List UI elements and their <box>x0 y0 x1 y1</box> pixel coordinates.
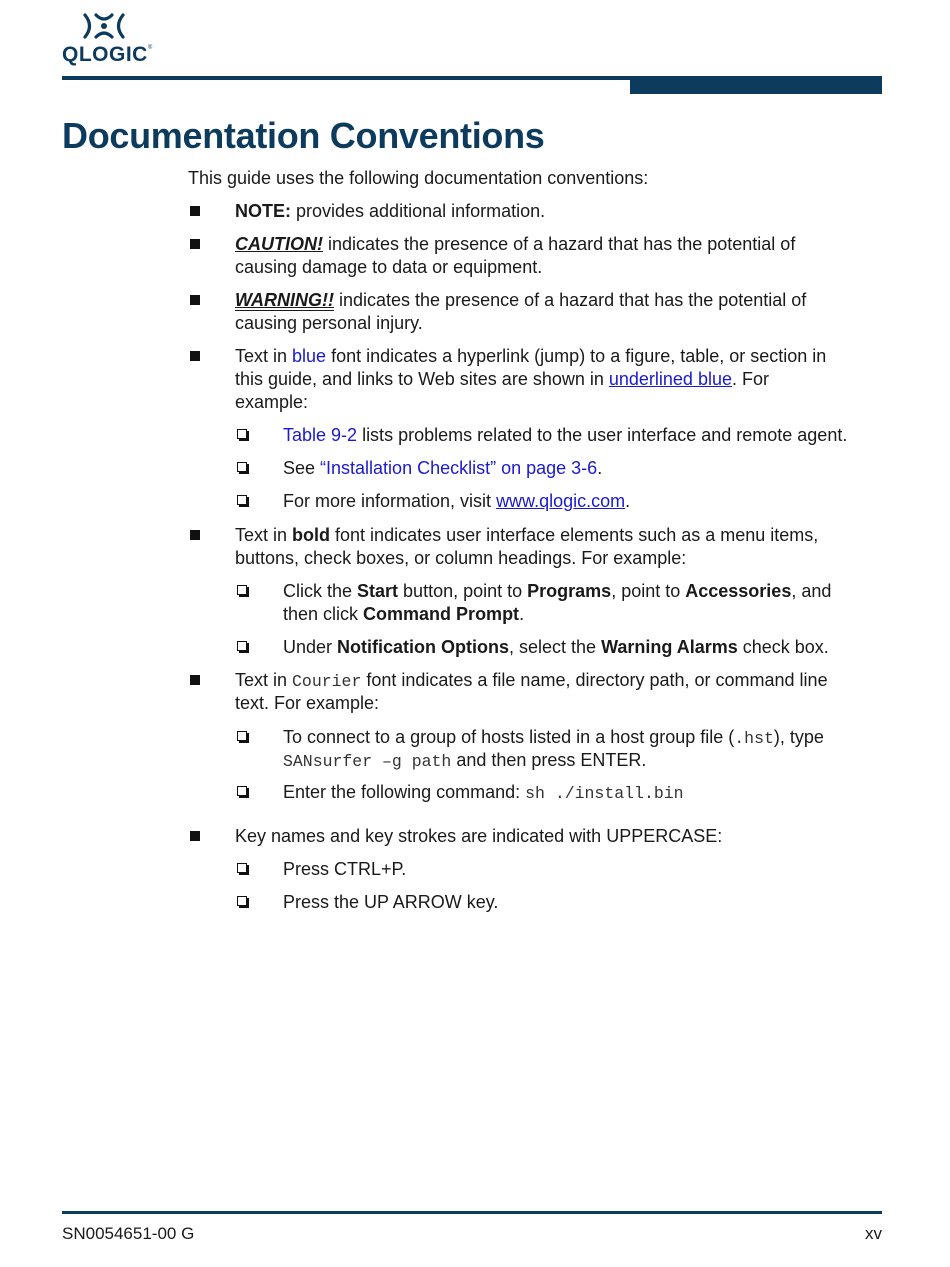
qlogic-website-link[interactable]: www.qlogic.com <box>496 491 626 511</box>
blue-example-3: For more information, visit www.qlogic.com. <box>283 491 631 511</box>
bold-example-1-line1: Click the Start button, point to Programs, point to Accessories, and <box>283 581 832 601</box>
checkbox-bullet-icon <box>237 896 247 906</box>
bullet-square <box>190 675 200 685</box>
keys-item: Key names and key strokes are indicated with UPPERCASE: <box>235 826 723 846</box>
checkbox-bullet-icon <box>237 786 247 796</box>
courier-example-1-line2: SANsurfer –g path and then press ENTER. <box>283 750 647 771</box>
keys-example-2: Press the UP ARROW key. <box>283 892 499 912</box>
courier-item-line1: Text in Courier font indicates a file name, directory path, or command line <box>235 670 828 691</box>
logo-wordmark: QLOGIC® <box>62 43 153 66</box>
table-9-2-link[interactable]: Table 9-2 <box>283 425 358 445</box>
qlogic-logo <box>62 12 152 68</box>
blue-example-2: See “Installation Checklist” on page 3-6. <box>283 458 603 478</box>
checkbox-bullet-icon <box>237 585 247 595</box>
keys-example-1: Press CTRL+P. <box>283 859 407 879</box>
underlined-blue-link[interactable]: underlined blue <box>608 369 732 389</box>
caution-item-line2: causing damage to data or equipment. <box>235 257 543 277</box>
blue-item-line1: Text in blue font indicates a hyperlink (jump) to a figure, table, or section in <box>235 346 827 366</box>
bold-example-1-line2: then click Command Prompt. <box>283 604 525 624</box>
page-number: xv <box>865 1224 882 1243</box>
courier-item-line2: text. For example: <box>235 693 380 713</box>
blue-example-1: Table 9-2 lists problems related to the user interface and remote agent. <box>283 425 848 445</box>
bullet-square <box>190 351 200 361</box>
bold-example-2: Under Notification Options, select the Warning Alarms check box. <box>283 637 829 657</box>
qlogic-mark-icon <box>82 12 126 40</box>
checkbox-bullet-icon <box>237 863 247 873</box>
courier-example-2: Enter the following command: sh ./install.bin <box>283 782 684 803</box>
caution-item-line1: CAUTION! indicates the presence of a hazard that has the potential of <box>235 234 796 254</box>
checkbox-bullet-icon <box>237 641 247 651</box>
bold-item-line2: buttons, check boxes, or column headings. For example: <box>235 548 687 568</box>
bold-item-line1: Text in bold font indicates user interface elements such as a menu items, <box>235 525 819 545</box>
blue-item-line3: example: <box>235 392 309 412</box>
checkbox-bullet-icon <box>237 731 247 741</box>
bullet-square <box>190 530 200 540</box>
courier-example-1-line1: To connect to a group of hosts listed in a host group file (.hst), type <box>283 727 824 748</box>
note-item: NOTE: provides additional information. <box>235 201 546 221</box>
footer-rule <box>62 1211 882 1214</box>
page-title: Documentation Conventions <box>62 115 545 156</box>
checkbox-bullet-icon <box>237 429 247 439</box>
bullet-square <box>190 239 200 249</box>
intro-text: This guide uses the following documentation conventions: <box>188 168 649 188</box>
warning-item-line1: WARNING!! indicates the presence of a hazard that has the potential of <box>235 290 807 310</box>
bullet-square <box>190 831 200 841</box>
header-accent-block <box>630 76 882 94</box>
warning-item-line2: causing personal injury. <box>235 313 423 333</box>
blue-item-line2: this guide, and links to Web sites are shown in underlined blue. For <box>235 369 769 389</box>
bullet-square <box>190 295 200 305</box>
installation-checklist-link[interactable]: “Installation Checklist” on page 3-6 <box>320 458 598 478</box>
checkbox-bullet-icon <box>237 462 247 472</box>
document-number: SN0054651-00 G <box>62 1224 195 1243</box>
bullet-square <box>190 206 200 216</box>
checkbox-bullet-icon <box>237 495 247 505</box>
